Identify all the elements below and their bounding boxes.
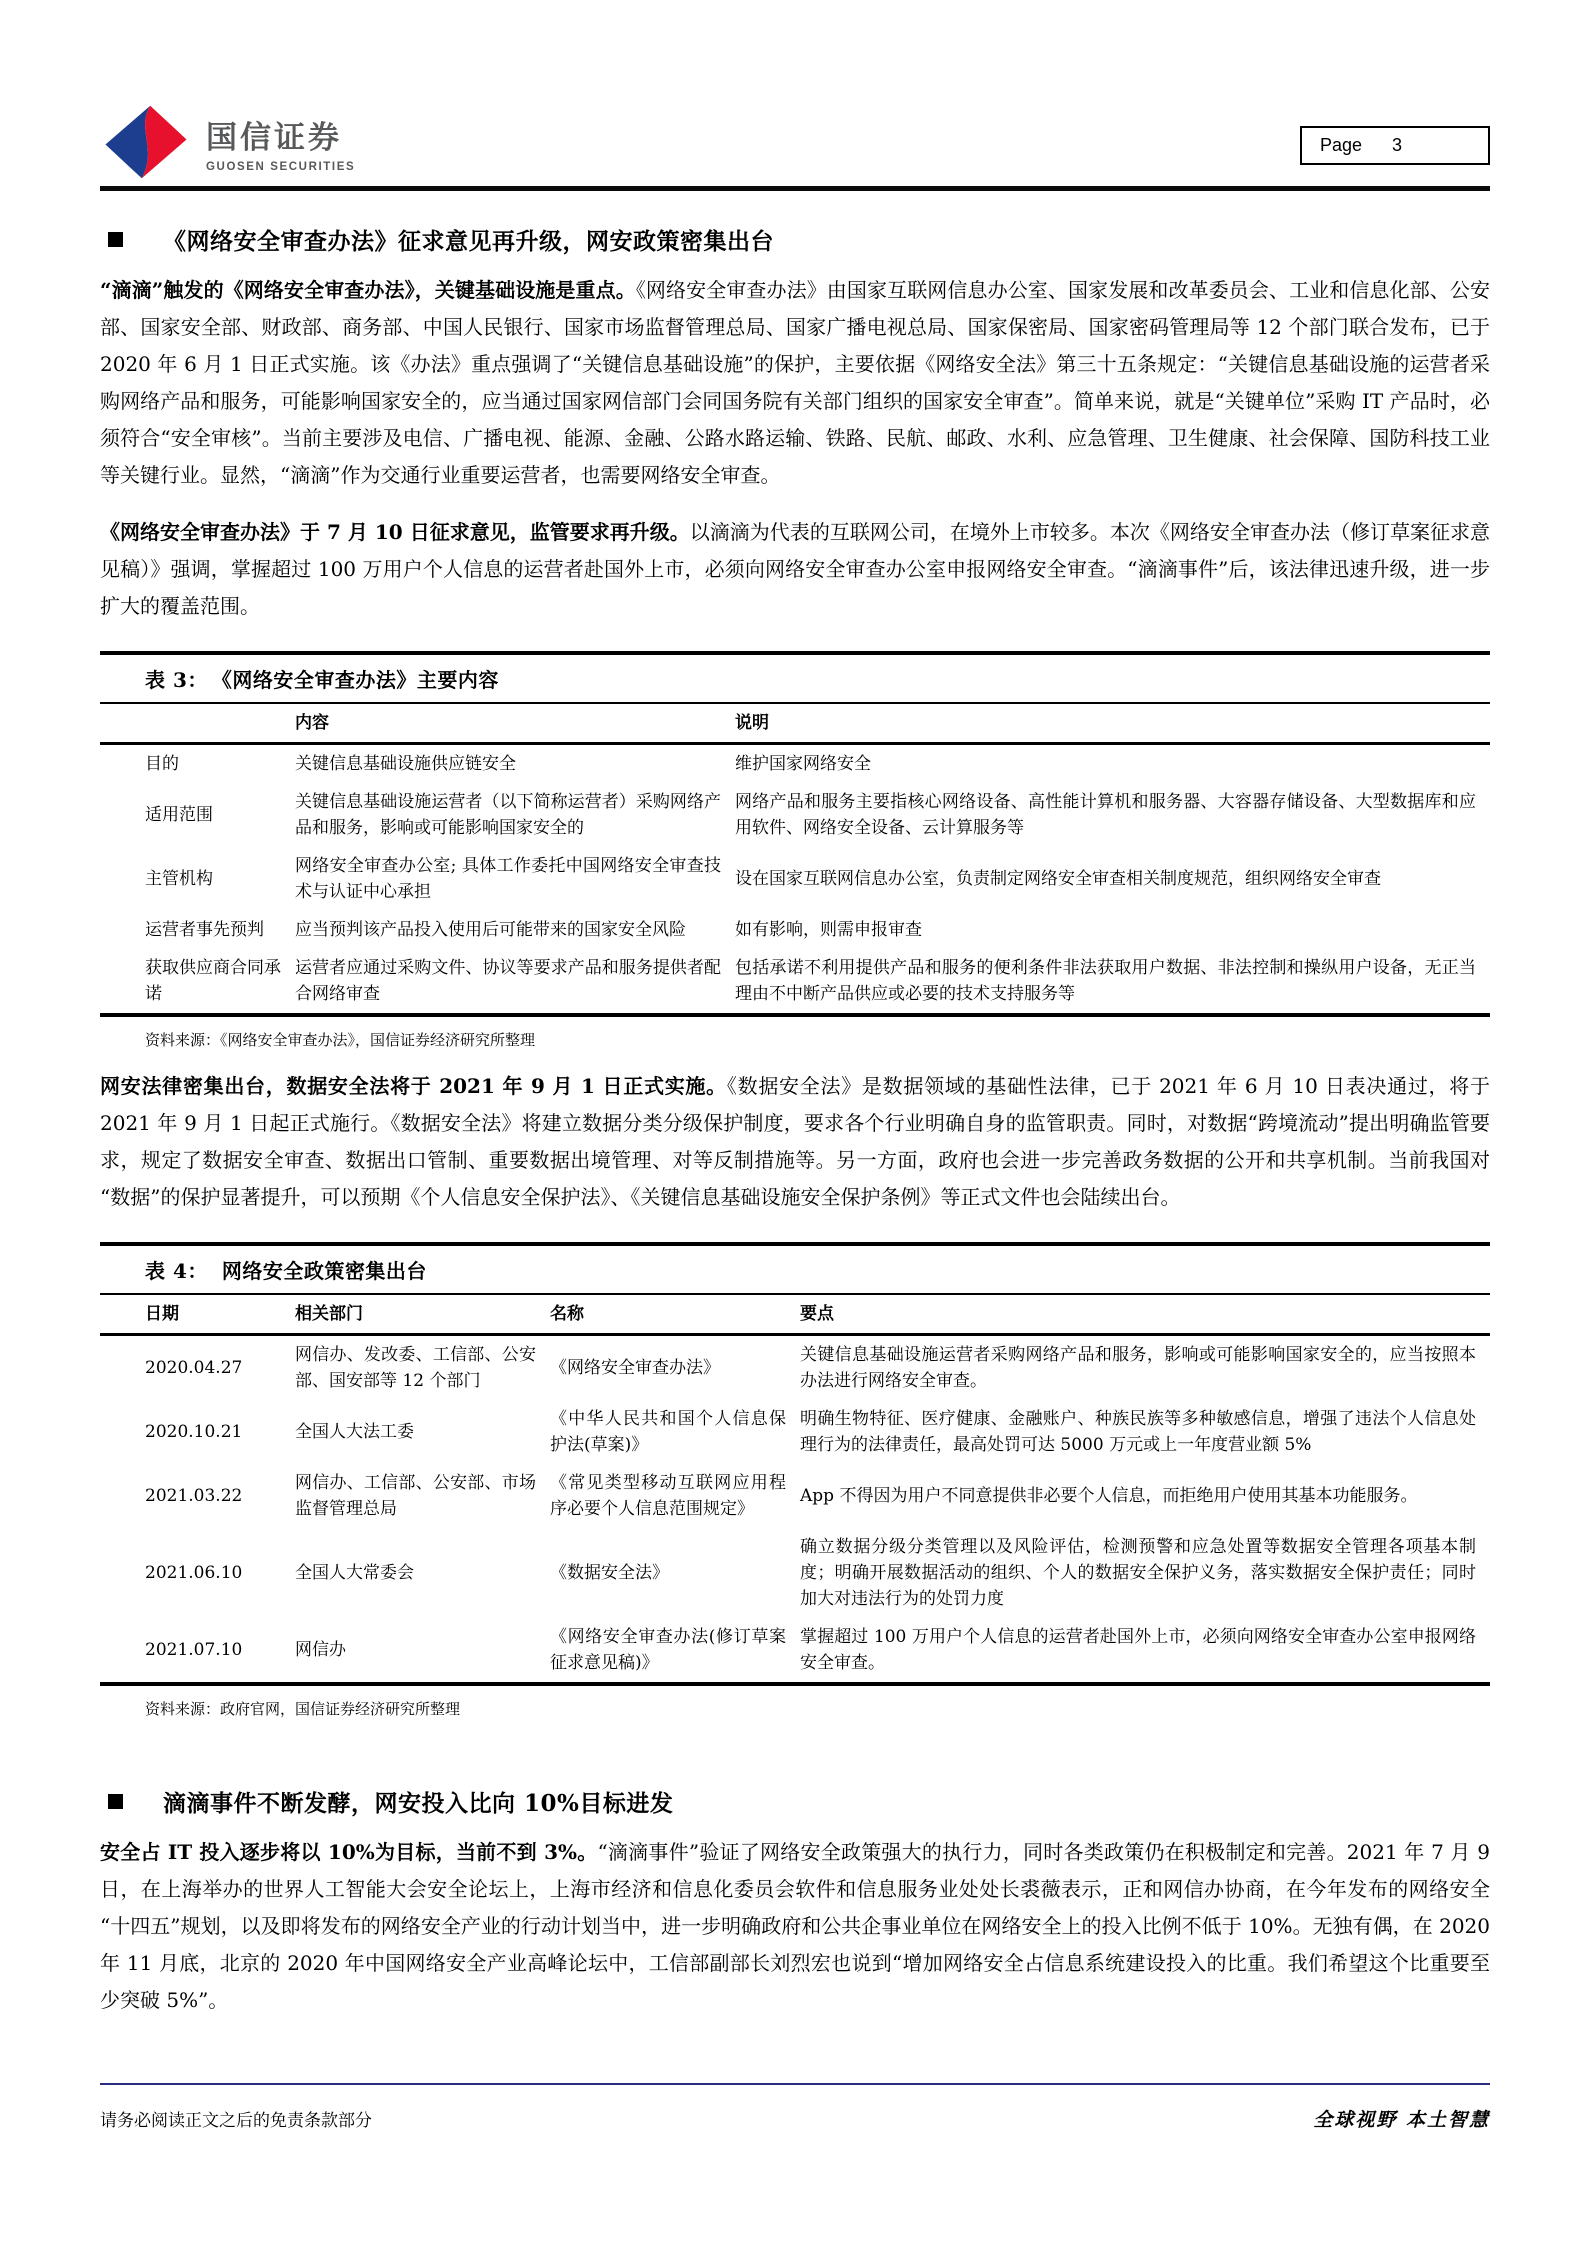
table-4-header-date: 日期	[100, 1294, 295, 1335]
page-number: 3	[1392, 135, 1403, 155]
header-rule	[100, 186, 1490, 191]
table-4-title	[100, 1242, 1490, 1293]
row-points: 确立数据分级分类管理以及风险评估，检测预警和应急处置等数据安全管理各项基本制度；明确开展数据活动的组织、个人的数据安全保护义务，落实数据安全保护责任；同时加大对违法行为的处罚力度	[800, 1537, 1476, 1609]
row-content: 网络安全审查办公室; 具体工作委托中国网络安全审查技术与认证中心承担	[295, 856, 721, 902]
section-heading-2	[108, 1785, 1490, 1818]
row-label: 获取供应商合同承诺	[145, 958, 281, 1004]
row-label: 目的	[145, 754, 179, 774]
table-row	[100, 783, 1490, 847]
paragraph-1-lead: “滴滴”触发的《网络安全审查办法》，关键基础设施是重点。	[100, 278, 636, 302]
row-points: 明确生物特征、医疗健康、金融账户、种族民族等多种敏感信息，增强了违法个人信息处理行为的法律责任，最高处罚可达 5000 万元或上一年度营业额 5%	[800, 1409, 1476, 1455]
paragraph-2-body: 以滴滴为代表的互联网公司，在境外上市较多。本次《网络安全审查办法（修订草案征求意见稿）》强调，掌握超过 100 万用户个人信息的运营者赴国外上市，必须向网络安全审查办公室申报网络安全审查。“滴滴事件”后，该法律迅速升级，进一步扩大的覆盖范围。	[100, 520, 1491, 618]
table-row	[100, 847, 1490, 911]
square-bullet-icon	[108, 1794, 123, 1809]
row-date: 2020.04.27	[145, 1358, 243, 1378]
row-policy-name: 《网络安全审查办法》	[550, 1358, 720, 1378]
table-3-title	[100, 651, 1490, 702]
table-4-label: 表 4：	[145, 1259, 208, 1283]
row-dept: 全国人大常委会	[295, 1563, 414, 1583]
paragraph-2	[100, 514, 1490, 625]
paragraph-2-lead: 《网络安全审查办法》于 7 月 10 日征求意见，监管要求再升级。	[100, 520, 690, 544]
row-points: 掌握超过 100 万用户个人信息的运营者赴国外上市，必须向网络安全审查办公室申报网络安全审查。	[800, 1627, 1476, 1673]
page-label: Page	[1320, 135, 1363, 155]
table-4-caption: 网络安全政策密集出台	[221, 1259, 427, 1283]
table-row	[100, 1464, 1490, 1528]
row-date: 2021.03.22	[145, 1486, 243, 1506]
brand-text	[206, 112, 355, 173]
table-row	[100, 911, 1490, 949]
paragraph-4-lead: 安全占 IT 投入逐步将以 10%为目标，当前不到 3%。	[100, 1840, 598, 1864]
table-3-header-content: 内容	[295, 703, 735, 744]
brand-logo	[100, 104, 355, 180]
paragraph-1-body: 《网络安全审查办法》由国家互联网信息办公室、国家发展和改革委员会、工业和信息化部、公安部、国家安全部、财政部、商务部、中国人民银行、国家市场监督管理总局、国家广播电视总局、国家保密局、国家密码管理局等 12 个部门联合发布，已于 2020 年 6 月 1 日正式实施。该《办法》重点强调了“关键信息基础设施”的保护，主要依据《网络安全法》第三十五条规定：“关键信息基础设施的运营者采购网络产品和服务，可能影响国家安全的，应当通过国家网信部门会同国务院有关部门组织的国家安全审查”。简单来说，就是“关键单位”采购 IT 产品时，必须符合“安全审核”。当前主要涉及电信、广播电视、能源、金融、公路水路运输、铁路、民航、邮政、水利、应急管理、卫生健康、社会保障、国防科技工业等关键行业。显然，“滴滴”作为交通行业重要运营者，也需要网络安全审查。	[100, 278, 1491, 487]
guosen-logo-icon	[100, 104, 192, 180]
table-row	[100, 1400, 1490, 1464]
page-footer	[100, 2083, 1490, 2132]
paragraph-1	[100, 272, 1490, 494]
row-note: 维护国家网络安全	[735, 754, 871, 774]
table-row	[100, 1618, 1490, 1684]
row-dept: 网信办、工信部、公安部、市场监督管理总局	[295, 1473, 536, 1519]
table-4-header-points: 要点	[800, 1294, 1490, 1335]
table-4-header-name: 名称	[550, 1294, 800, 1335]
row-policy-name: 《中华人民共和国个人信息保护法(草案)》	[550, 1409, 786, 1455]
table-3	[100, 651, 1490, 1052]
row-date: 2021.07.10	[145, 1640, 243, 1660]
row-note: 如有影响，则需申报审查	[735, 920, 922, 940]
table-3-caption: 《网络安全审查办法》主要内容	[221, 668, 499, 692]
row-content: 应当预判该产品投入使用后可能带来的国家安全风险	[295, 920, 686, 940]
table-row	[100, 744, 1490, 784]
section-1-title: 《网络安全审查办法》征求意见再升级，网安政策密集出台	[163, 228, 774, 255]
table-4-header-dept: 相关部门	[295, 1294, 550, 1335]
section-2-title: 滴滴事件不断发酵，网安投入比向 10%目标进发	[163, 1790, 674, 1817]
row-label: 适用范围	[145, 805, 213, 825]
row-label: 运营者事先预判	[145, 920, 264, 940]
row-dept: 全国人大法工委	[295, 1422, 414, 1442]
table-3-header-row	[100, 703, 1490, 744]
footer-slogan: 全球视野 本土智慧	[1313, 2109, 1490, 2131]
row-note: 设在国家互联网信息办公室，负责制定网络安全审查相关制度规范，组织网络安全审查	[735, 869, 1381, 889]
brand-name-cn: 国信证券	[206, 119, 342, 155]
row-dept: 网信办	[295, 1640, 346, 1660]
row-dept: 网信办、发改委、工信部、公安部、国安部等 12 个部门	[295, 1345, 536, 1391]
table-3-label: 表 3：	[145, 668, 208, 692]
row-policy-name: 《网络安全审查办法(修订草案征求意见稿)》	[550, 1627, 786, 1673]
table-3-header-note: 说明	[735, 703, 1490, 744]
paragraph-4-body: “滴滴事件”验证了网络安全政策强大的执行力，同时各类政策仍在积极制定和完善。2021 年 7 月 9 日，在上海举办的世界人工智能大会安全论坛上，上海市经济和信息化委员会软件和信息服务业处处长裘薇表示，正和网信办协商，在今年发布的网络安全“十四五”规划，以及即将发布的网络安全产业的行动计划当中，进一步明确政府和公共企事业单位在网络安全上的投入比例不低于 10%。无独有偶，在 2020 年 11 月底，北京的 2020 年中国网络安全产业高峰论坛中，工信部副部长刘烈宏也说到“增加网络安全占信息系统建设投入的比重。我们希望这个比重要至少突破 5%”。	[100, 1840, 1490, 2012]
page-header	[100, 0, 1490, 180]
row-points: 关键信息基础设施运营者采购网络产品和服务，影响或可能影响国家安全的，应当按照本办法进行网络安全审查。	[800, 1345, 1476, 1391]
row-date: 2020.10.21	[145, 1422, 243, 1442]
row-content: 关键信息基础设施运营者（以下简称运营者）采购网络产品和服务，影响或可能影响国家安全的	[295, 792, 721, 838]
table-row	[100, 1528, 1490, 1618]
row-policy-name: 《常见类型移动互联网应用程序必要个人信息范围规定》	[550, 1473, 786, 1519]
row-label: 主管机构	[145, 869, 213, 889]
row-points: App 不得因为用户不同意提供非必要个人信息，而拒绝用户使用其基本功能服务。	[800, 1486, 1418, 1506]
table-row	[100, 1335, 1490, 1401]
table-row	[100, 949, 1490, 1015]
table-4-header-row	[100, 1294, 1490, 1335]
brand-name-en: GUOSEN SECURITIES	[206, 160, 356, 173]
page-number-box	[1300, 126, 1490, 165]
paragraph-3-lead: 网安法律密集出台，数据安全法将于 2021 年 9 月 1 日正式实施。	[100, 1074, 727, 1098]
table-4-source: 资料来源：政府官网，国信证券经济研究所整理	[145, 1700, 461, 1718]
paragraph-3	[100, 1068, 1490, 1216]
paragraph-4	[100, 1834, 1490, 2019]
table-4	[100, 1242, 1490, 1721]
row-note: 包括承诺不利用提供产品和服务的便利条件非法获取用户数据、非法控制和操纵用户设备，无正当理由不中断产品供应或必要的技术支持服务等	[735, 958, 1476, 1004]
paragraph-3-body: 《数据安全法》是数据领域的基础性法律，已于 2021 年 6 月 10 日表决通过，将于 2021 年 9 月 1 日起正式施行。《数据安全法》将建立数据分类分级保护制度，要求各个行业明确自身的监管职责。同时，对数据“跨境流动”提出明确监管要求，规定了数据安全审查、数据出口管制、重要数据出境管理、对等反制措施等。另一方面，政府也会进一步完善政务数据的公开和共享机制。当前我国对“数据”的保护显著提升，可以预期《个人信息安全保护法》、《关键信息基础设施安全保护条例》等正式文件也会陆续出台。	[100, 1074, 1491, 1209]
table-3-header-blank	[100, 703, 295, 744]
row-date: 2021.06.10	[145, 1563, 243, 1583]
table-3-source: 资料来源：《网络安全审查办法》，国信证券经济研究所整理	[145, 1031, 536, 1049]
footer-disclaimer: 请务必阅读正文之后的免责条款部分	[100, 2111, 372, 2131]
section-heading-1	[108, 223, 1490, 256]
square-bullet-icon	[108, 232, 123, 247]
row-content: 关键信息基础设施供应链安全	[295, 754, 516, 774]
row-content: 运营者应通过采购文件、协议等要求产品和服务提供者配合网络审查	[295, 958, 721, 1004]
row-note: 网络产品和服务主要指核心网络设备、高性能计算机和服务器、大容器存储设备、大型数据库和应用软件、网络安全设备、云计算服务等	[735, 792, 1476, 838]
row-policy-name: 《数据安全法》	[550, 1563, 669, 1583]
